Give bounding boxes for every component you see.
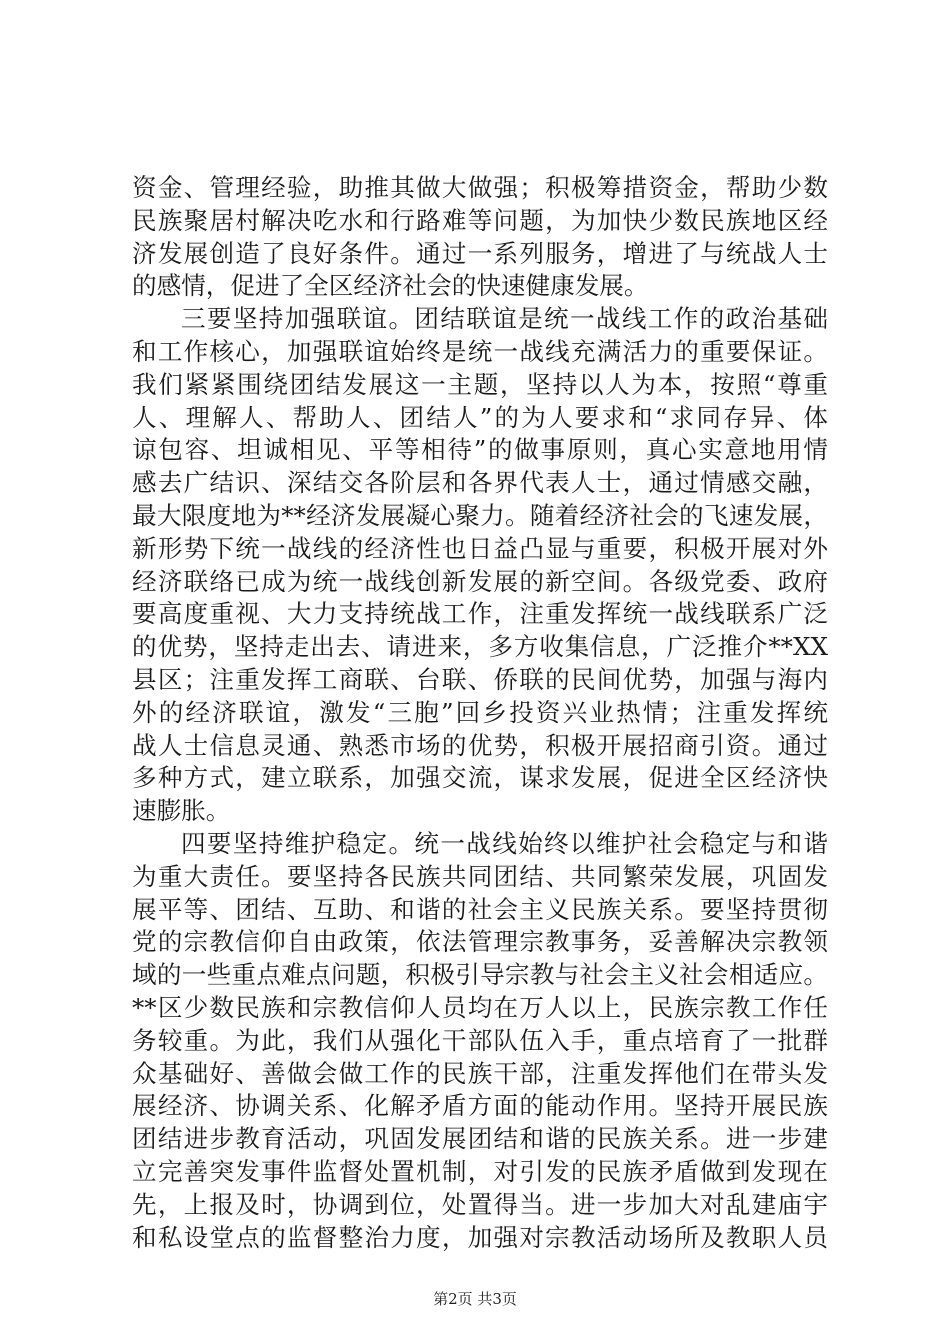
text-line: **区少数民族和宗教信仰人员均在万人以上，民族宗教工作任 — [132, 992, 828, 1022]
text-line: 党的宗教信仰自由政策，依法管理宗教事务，妥善解决宗教领 — [132, 927, 828, 957]
text-line: 经济联络已成为统一战线创新发展的新空间。各级党委、政府 — [132, 566, 828, 596]
page-footer: 第2页 共3页 — [433, 1290, 517, 1308]
text-line: 展经济、协调关系、化解矛盾方面的能动作用。坚持开展民族 — [132, 1091, 828, 1121]
text-line: 我们紧紧围绕团结发展这一主题，坚持以人为本，按照“尊重 — [132, 369, 828, 399]
text-line: 要高度重视、大力支持统战工作，注重发挥统一战线联系广泛 — [132, 599, 828, 629]
text-line: 县区；注重发挥工商联、台联、侨联的民间优势，加强与海内 — [132, 664, 828, 694]
text-line: 民族聚居村解决吃水和行路难等问题，为加快少数民族地区经 — [132, 205, 828, 235]
text-line: 三要坚持加强联谊。团结联谊是统一战线工作的政治基础 — [181, 304, 828, 334]
text-line: 战人士信息灵通、熟悉市场的优势，积极开展招商引资。通过 — [132, 730, 828, 760]
text-line: 外的经济联谊，激发“三胞”回乡投资兴业热情；注重发挥统 — [132, 697, 828, 727]
text-line: 感去广结识、深结交各阶层和各界代表人士，通过情感交融， — [132, 468, 828, 498]
paragraph-2 — [132, 303, 828, 828]
text-line: 的感情，促进了全区经济社会的快速健康发展。 — [132, 271, 649, 301]
text-line: 和私设堂点的监督整治力度，加强对宗教活动场所及教职人员 — [132, 1222, 828, 1252]
text-line: 新形势下统一战线的经济性也日益凸显与重要，积极开展对外 — [132, 533, 828, 563]
text-line: 谅包容、坦诚相见、平等相待”的做事原则，真心实意地用情 — [132, 435, 828, 465]
paragraph-1 — [132, 172, 828, 303]
text-line: 多种方式，建立联系，加强交流，谋求发展，促进全区经济快 — [132, 763, 828, 793]
text-line: 众基础好、善做会做工作的民族干部，注重发挥他们在带头发 — [132, 1058, 828, 1088]
text-line: 立完善突发事件监督处置机制，对引发的民族矛盾做到发现在 — [132, 1156, 828, 1186]
text-line: 资金、管理经验，助推其做大做强；积极筹措资金，帮助少数 — [132, 173, 828, 202]
text-line: 先，上报及时，协调到位，处置得当。进一步加大对乱建庙宇 — [132, 1189, 828, 1219]
paragraph-3 — [132, 828, 828, 1254]
text-line: 展平等、团结、互助、和谐的社会主义民族关系。要坚持贯彻 — [132, 894, 828, 924]
text-line: 四要坚持维护稳定。统一战线始终以维护社会稳定与和谐 — [181, 828, 828, 858]
text-line: 和工作核心，加强联谊始终是统一战线充满活力的重要保证。 — [132, 336, 828, 366]
text-line: 最大限度地为**经济发展凝心聚力。随着经济社会的飞速发展， — [132, 500, 828, 530]
text-line: 域的一些重点难点问题，积极引导宗教与社会主义社会相适应。 — [132, 960, 828, 990]
text-line: 为重大责任。要坚持各民族共同团结、共同繁荣发展，巩固发 — [132, 861, 828, 891]
document-body — [132, 172, 828, 1254]
text-line: 务较重。为此，我们从强化干部队伍入手，重点培育了一批群 — [132, 1025, 828, 1055]
text-line: 团结进步教育活动，巩固发展团结和谐的民族关系。进一步建 — [132, 1124, 828, 1154]
text-line: 速膨胀。 — [132, 796, 231, 826]
text-line: 济发展创造了良好条件。通过一系列服务，增进了与统战人士 — [132, 238, 828, 268]
text-line: 人、理解人、帮助人、团结人”的为人要求和“求同存异、体 — [132, 402, 828, 432]
text-line: 的优势，坚持走出去、请进来，多方收集信息，广泛推介**XX — [132, 632, 828, 662]
